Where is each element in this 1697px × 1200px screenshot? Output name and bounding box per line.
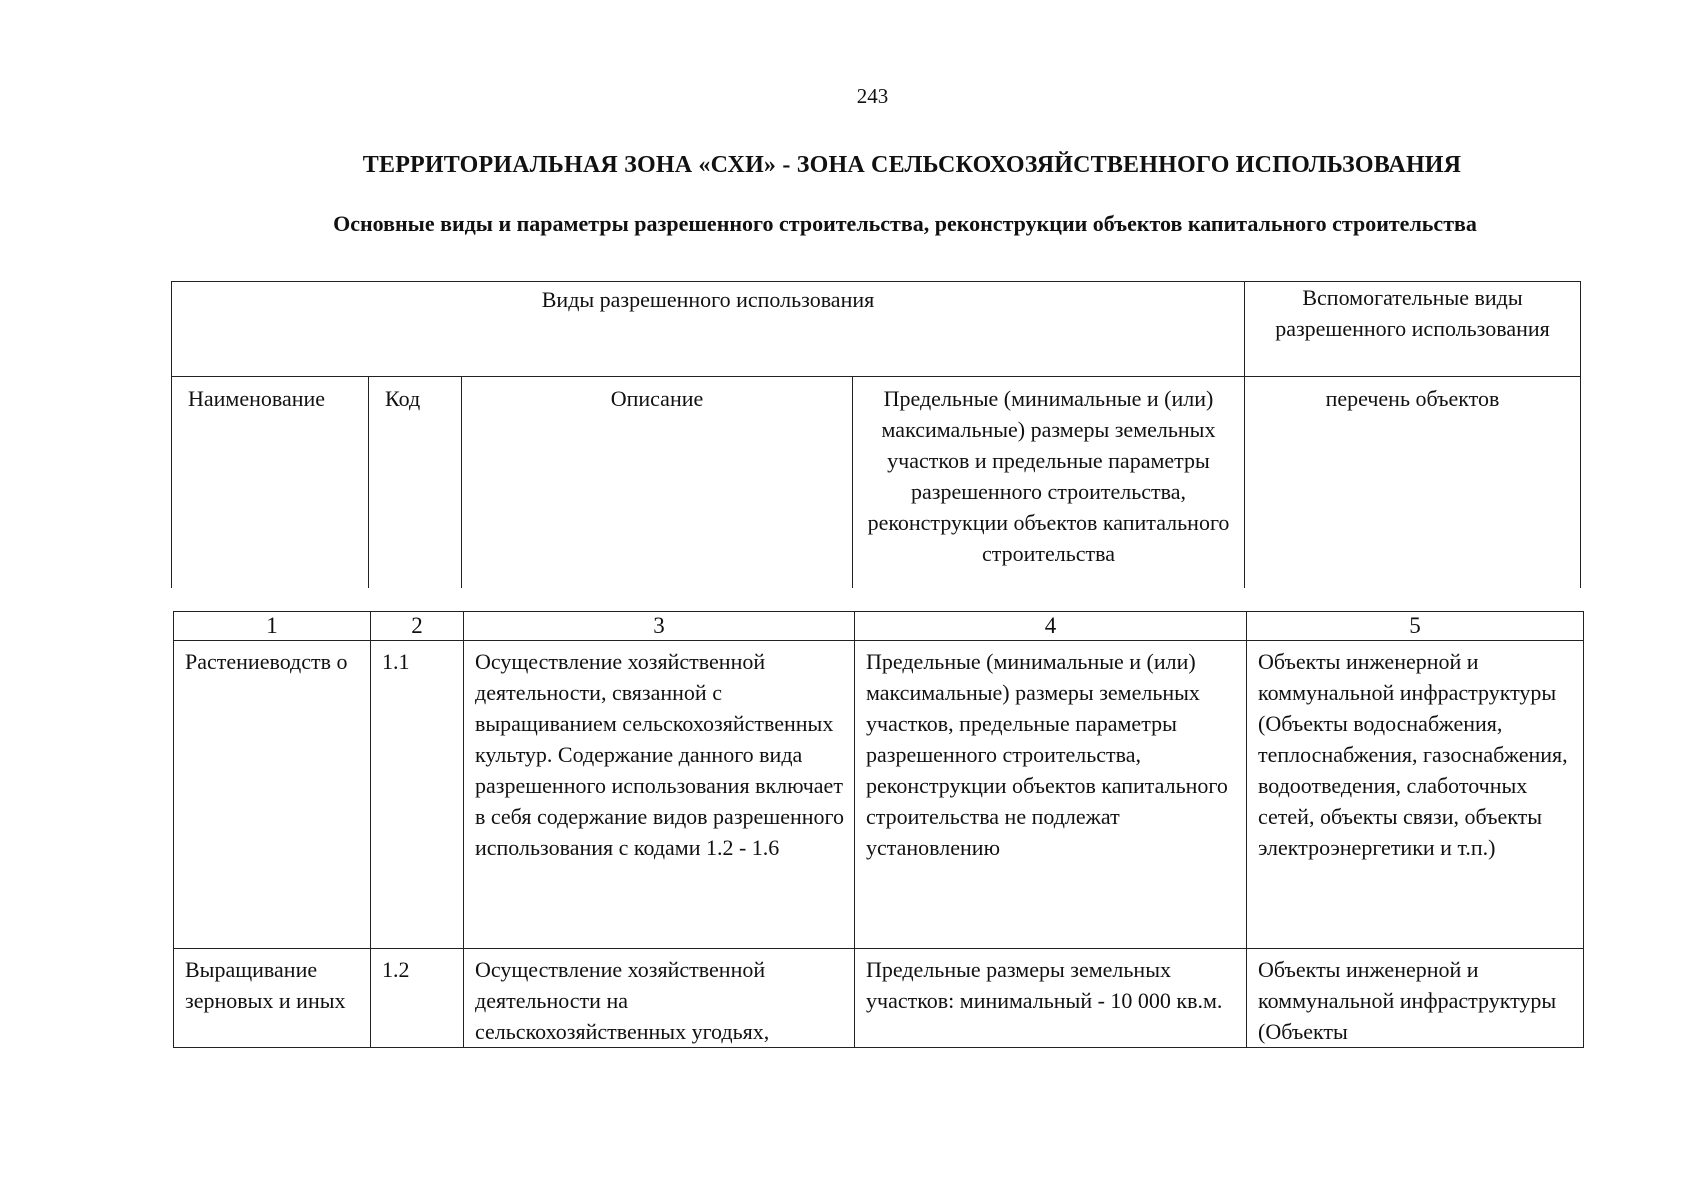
header-list-cell <box>1245 377 1581 589</box>
column-number: 4 <box>855 612 1247 641</box>
header-code-cell <box>369 377 462 589</box>
row-description <box>464 949 855 1048</box>
header-description-cell <box>462 377 853 589</box>
row-name-text: Выращивание зерновых и иных <box>185 957 346 1013</box>
header-description-label: Описание <box>610 386 704 411</box>
row-name: Растениеводств о <box>174 641 371 949</box>
page-title: ТЕРРИТОРИАЛЬНАЯ ЗОНА «СХИ» - ЗОНА СЕЛЬСКОХОЗЯЙСТВЕННОГО ИСПОЛЬЗОВАНИЯ <box>362 152 1462 178</box>
header-code-label: Код <box>385 386 421 411</box>
row-params <box>855 949 1247 1048</box>
section-subtitle: Основные виды и параметры разрешенного строительства, реконструкции объектов капитального строительства <box>333 211 1477 236</box>
row-params-text: Предельные размеры земельных участков: минимальный - 10 000 кв.м. <box>866 957 1223 1013</box>
row-auxiliary-text: Объекты инженерной и коммунальной инфраструктуры (Объекты <box>1258 957 1557 1044</box>
table-row <box>174 949 1584 1048</box>
header-params-label: Предельные (минимальные и (или) максимальные) размеры земельных участков и предельные параметры разрешенного строительства, реконструкции объектов капитального строительства <box>867 386 1230 566</box>
header-group-label: Виды разрешенного использования <box>541 287 875 312</box>
page-number: 243 <box>856 84 889 108</box>
header-params-cell <box>853 377 1245 589</box>
table-row <box>174 641 1584 949</box>
row-description: Осуществление хозяйственной деятельности, связанной с выращиванием сельскохозяйственных культур. Содержание данного вида разрешенного использования включает в себя содержание видов разрешенного использования с кодами 1.2 - 1.6 <box>464 641 855 949</box>
header-name-label: Наименование <box>188 386 326 411</box>
column-number-row <box>174 612 1584 641</box>
row-auxiliary <box>1247 949 1584 1048</box>
row-code: 1.1 <box>371 641 464 949</box>
header-aux-label: Вспомогательные виды разрешенного использования <box>1275 285 1550 341</box>
row-name <box>174 949 371 1048</box>
column-number: 5 <box>1247 612 1584 641</box>
row-code <box>371 949 464 1048</box>
header-table <box>171 281 1581 588</box>
header-group-cell <box>172 282 1245 377</box>
column-number: 1 <box>174 612 371 641</box>
row-params: Предельные (минимальные и (или) максимальные) размеры земельных участков, предельные параметры разрешенного строительства, реконструкции объектов капитального строительства не подлежат установлению <box>855 641 1247 949</box>
row-auxiliary: Объекты инженерной и коммунальной инфраструктуры (Объекты водоснабжения, теплоснабжения, газоснабжения, водоотведения, слаботочных сетей, объекты связи, объекты электроэнергетики и т.п.) <box>1247 641 1584 949</box>
column-number: 2 <box>371 612 464 641</box>
column-number: 3 <box>464 612 855 641</box>
header-list-label: перечень объектов <box>1325 386 1500 411</box>
row-description-text: Осуществление хозяйственной деятельности на сельскохозяйственных угодьях, <box>475 957 770 1044</box>
body-table <box>173 611 1584 1048</box>
header-aux-cell <box>1245 282 1581 377</box>
header-name-cell <box>172 377 369 589</box>
row-code-text: 1.2 <box>382 957 410 982</box>
